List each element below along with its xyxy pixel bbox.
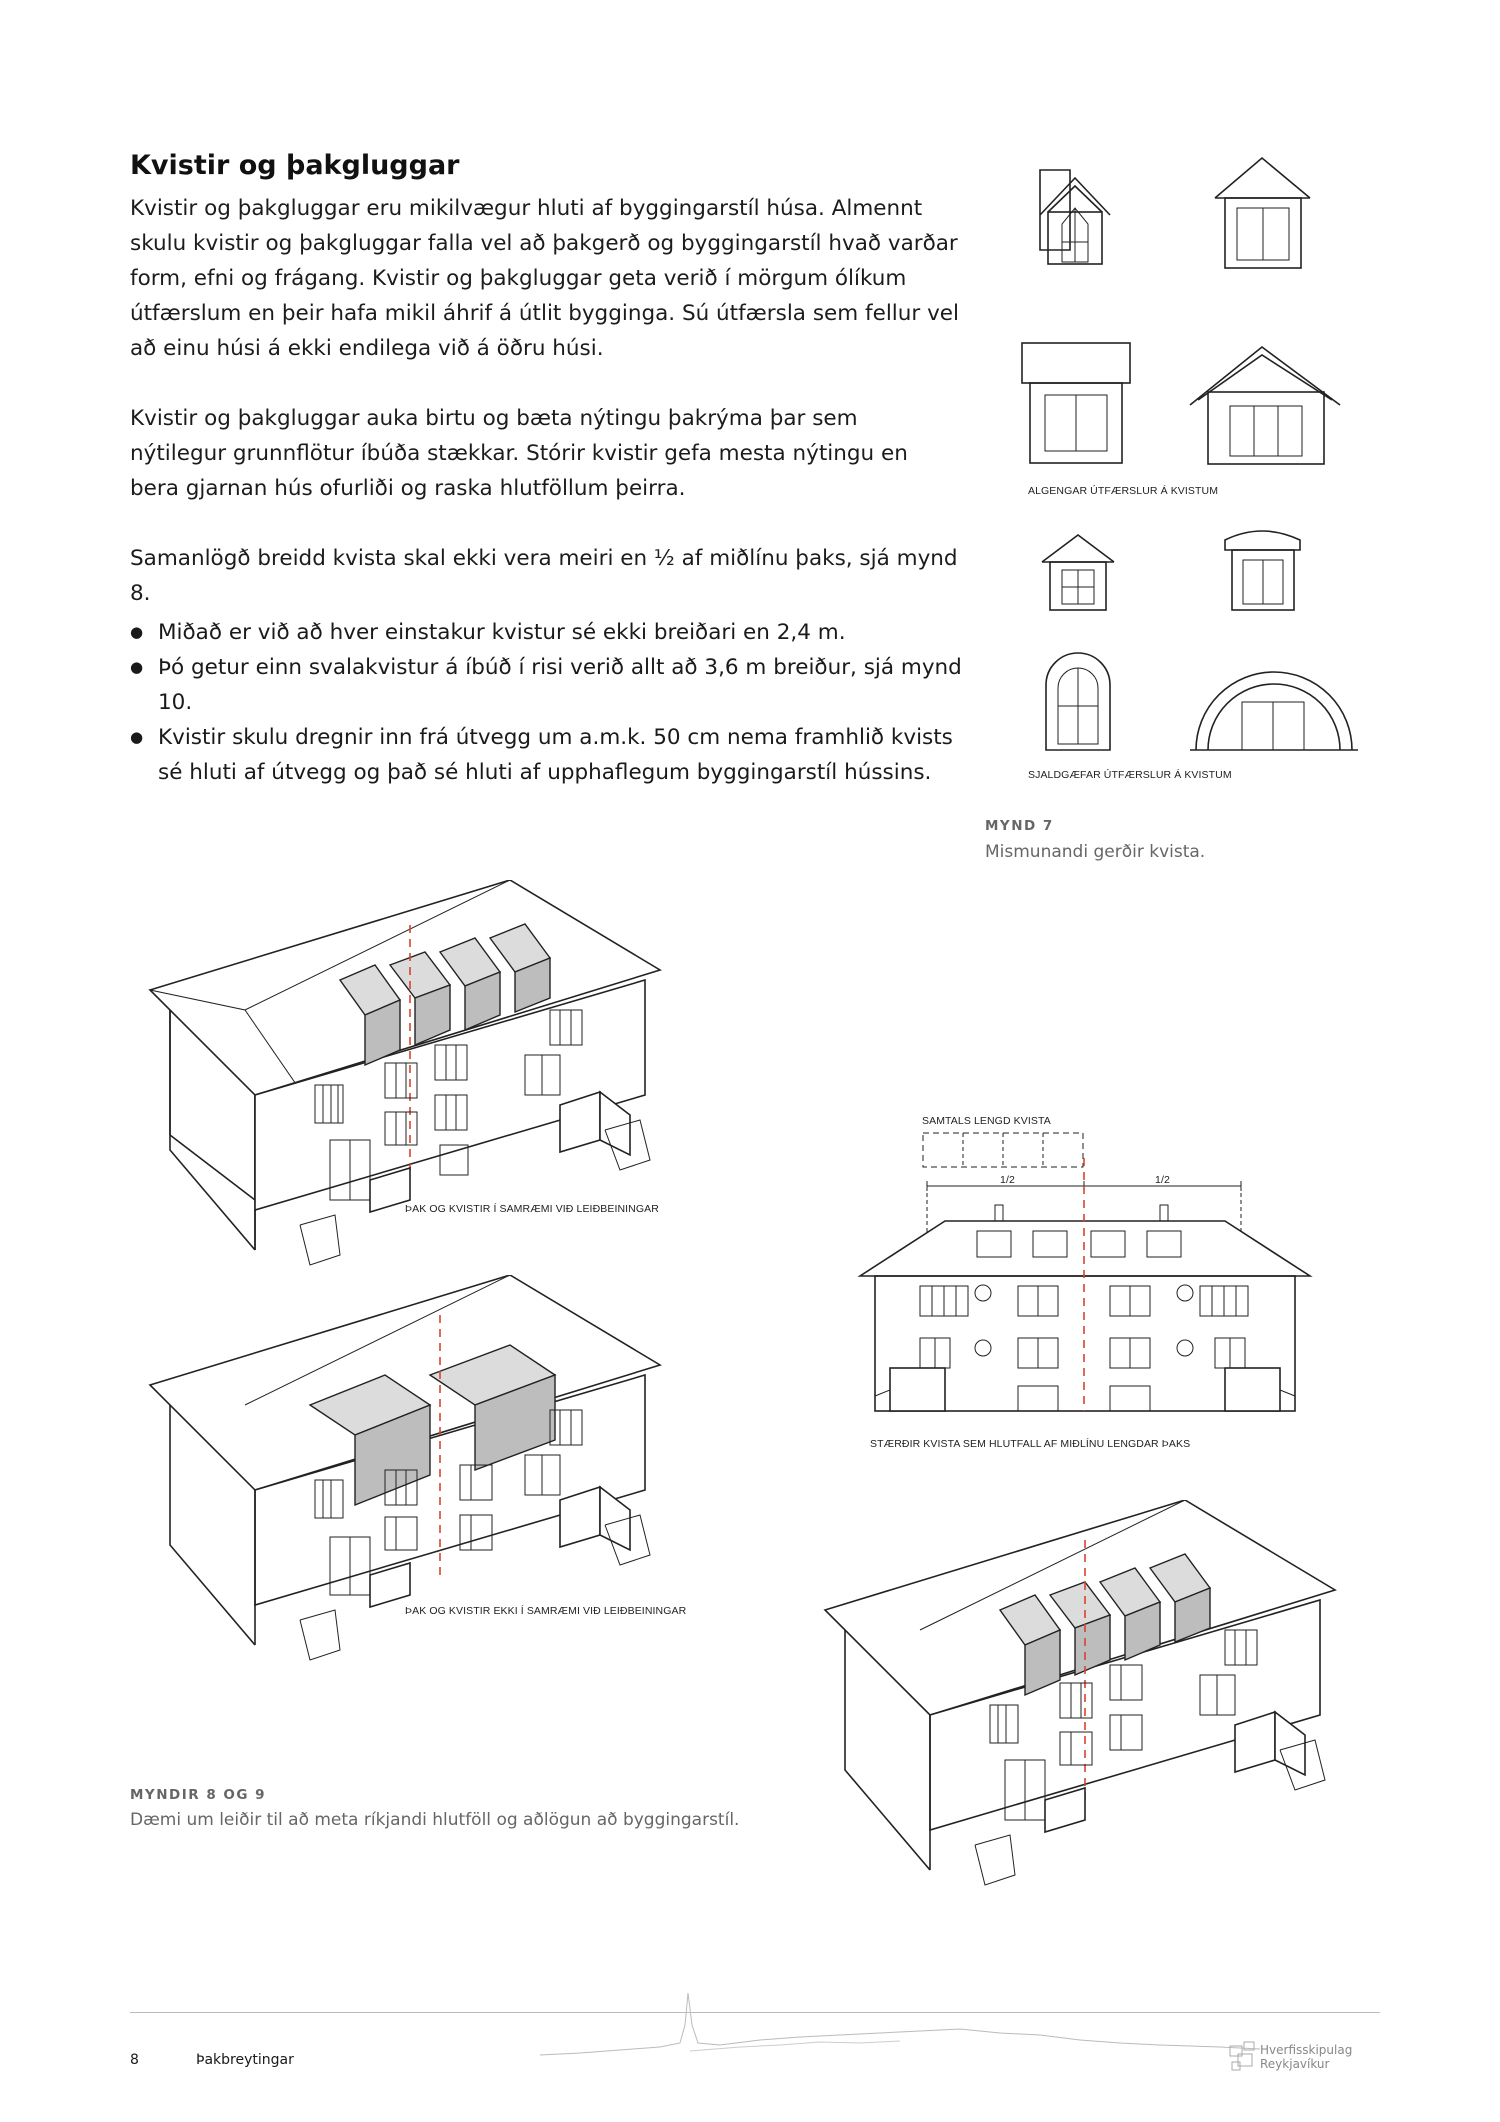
page-number: 8 <box>130 2052 139 2068</box>
logo-icon <box>1228 2040 1258 2074</box>
gabled-dormer-small <box>1040 170 1110 264</box>
guideline-list <box>130 615 970 790</box>
logo-text <box>1260 2043 1352 2071</box>
paragraph-1: Kvistir og þakgluggar eru mikilvægur hluti af byggingarstíl húsa. Almennt skulu kvistir og þakgluggar falla vel að þakgerð og byggingarstíl hvað varðar form, efni og frágang. Kvistir og þakgluggar geta verið í mörgum ólíkum útfærslum en þeir hafa mikil áhrif á útlit bygginga. Sú útfærsla sem fellur vel að einu húsi á ekki endilega við á öðru húsi. <box>130 196 959 361</box>
label-bad-example: ÞAK OG KVISTIR EKKI Í SAMRÆMI VIÐ LEIÐBEININGAR <box>405 1605 687 1617</box>
guideline-item: ● Þó getur einn svalakvistur á íbúð í risi verið allt að 3,6 m breiður, sjá mynd 10. <box>130 650 970 720</box>
elevation-dormer-proportion <box>855 1128 1315 1428</box>
paragraph-2: Kvistir og þakgluggar auka birtu og bæta nýtingu þakrýma þar sem nýtilegur grunnflötur íbúða stækkar. Stórir kvistir gefa mesta nýtingu en bera gjarnan hús ofurliði og raska hlutföllum þeirra. <box>130 406 908 501</box>
curved-dormer <box>1225 531 1300 610</box>
figure7-caption-text: Mismunandi gerðir kvista. <box>985 842 1206 862</box>
label-half-right: 1/2 <box>1155 1174 1170 1186</box>
figure8-caption-head: MYNDIR 8 OG 9 <box>130 1787 267 1803</box>
arched-dormer <box>1046 653 1110 750</box>
label-common-dormers: ALGENGAR ÚTFÆRSLUR Á KVISTUM <box>1028 485 1219 497</box>
paragraph-3: Samanlögð breidd kvista skal ekki vera meiri en ½ af miðlínu þaks, sjá mynd 8. <box>130 546 958 606</box>
hipped-dormer <box>1215 158 1310 268</box>
figure8-caption-text: Dæmi um leiðir til að meta ríkjandi hlutföll og aðlögun að byggingarstíl. <box>130 1810 740 1830</box>
label-total-length: SAMTALS LENGD KVISTA <box>922 1115 1051 1127</box>
label-half-left: 1/2 <box>1000 1174 1015 1186</box>
label-good-example: ÞAK OG KVISTIR Í SAMRÆMI VIÐ LEIÐBEININGAR <box>405 1203 659 1215</box>
figure7-caption-head: MYND 7 <box>985 818 1054 834</box>
page-heading: Kvistir og þakgluggar <box>130 150 460 181</box>
skyline-illustration <box>540 1985 1260 2065</box>
small-hipped-dormer <box>1042 535 1114 610</box>
dormer-types-illustration <box>1000 150 1380 770</box>
body-text <box>130 191 960 646</box>
logo-line-2: Reykjavíkur <box>1260 2057 1330 2071</box>
logo-line-1: Hverfisskipulag <box>1260 2043 1353 2057</box>
label-rare-dormers: SJALDGÆFAR ÚTFÆRSLUR Á KVISTUM <box>1028 769 1232 781</box>
footer-title: Þakbreytingar <box>196 2052 294 2068</box>
guideline-item: ● Kvistir skulu dregnir inn frá útvegg um a.m.k. 50 cm nema framhlið kvists sé hluti af útvegg og það sé hluti af upphaflegum byggingarstíl hússins. <box>130 720 970 790</box>
gabled-dormer-wide <box>1190 347 1340 464</box>
house-good-dormers <box>140 880 710 1300</box>
flat-dormer <box>1022 343 1130 463</box>
label-elevation: STÆRÐIR KVISTA SEM HLUTFALL AF MIÐLÍNU LENGDAR ÞAKS <box>870 1438 1191 1450</box>
guideline-item: ● Miðað er við að hver einstakur kvistur sé ekki breiðari en 2,4 m. <box>130 615 970 650</box>
eyebrow-dormer <box>1190 672 1358 750</box>
house-example-dormers <box>815 1500 1385 1920</box>
